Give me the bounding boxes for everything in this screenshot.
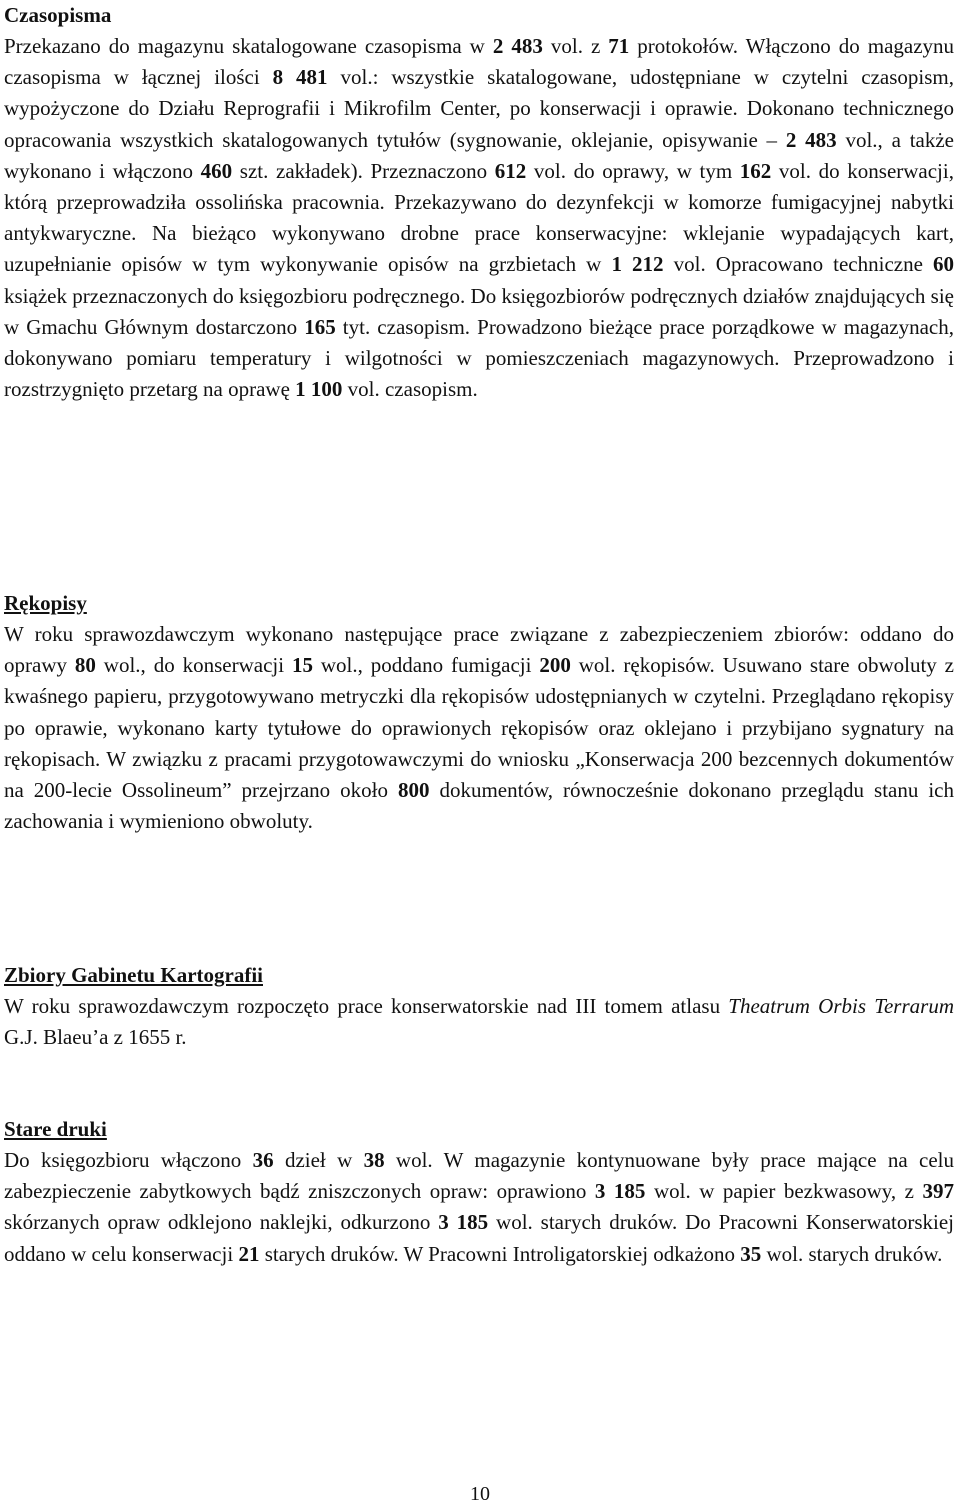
text-run: wol., poddano fumigacji bbox=[312, 653, 540, 678]
bold-number: 38 bbox=[363, 1148, 385, 1172]
bold-number: 35 bbox=[740, 1241, 762, 1266]
bold-number: 460 bbox=[200, 158, 233, 183]
bold-number: 60 bbox=[933, 252, 954, 277]
bold-number: 612 bbox=[494, 158, 527, 183]
text-run: dokumentów, równocześnie dokonano przeglądu stanu ich zachowania i wymieniono obwoluty. bbox=[4, 778, 954, 834]
text-run: wol. rękopisów. Usuwano stare obwoluty z kwaśnego papieru, przygotowywano metryczki dla rękopisów udostępnianych w czytelni. Przeglądano rękopisy po oprawie, wykonano karty tytułowe do oprawionych rękopisów oraz oklejano i przybijano sygnatury na rękopisach. W związku z pracami przygotowawczymi do wniosku „Konserwacja 200 bezcennych dokumentów na 200-lecie Ossolineum” przejrzano około bbox=[4, 653, 955, 803]
text-run: wol. W magazynie kontynuowane były prace mające na celu zabezpieczenie zabytkowych bądź zniszczonych opraw: oprawiono bbox=[4, 1148, 954, 1204]
text-run: protokołów. Włączono do magazynu czasopisma w łącznej ilości bbox=[4, 34, 955, 90]
bold-number: 162 bbox=[739, 158, 772, 183]
text-run: starych druków. W Pracowni Introligatorskiej odkażono bbox=[259, 1241, 741, 1266]
text-run: wol. starych druków. bbox=[761, 1241, 943, 1266]
bold-number: 2 483 bbox=[492, 34, 543, 58]
text-run: vol., a także wykonano i włączono bbox=[4, 127, 954, 183]
text-run: vol. do oprawy, w tym bbox=[526, 158, 740, 183]
section-kartografia bbox=[4, 960, 954, 1053]
bold-number: 200 bbox=[539, 653, 571, 678]
text-run: vol.: wszystkie skatalogowane, udostępniane w czytelni czasopism, wypożyczone do Działu Reprografii i Mikrofilm Center, po konserwacji i oprawie. Dokonano technicznego opracowania wszystkich skatalogowanych tytułów (sygnowanie, oklejanie, opisywanie – bbox=[4, 65, 954, 152]
bold-number: 397 bbox=[922, 1179, 955, 1204]
text-run: vol. Opracowano techniczne bbox=[663, 252, 933, 277]
section-paragraph-rekopisy bbox=[4, 619, 954, 837]
bold-number: 21 bbox=[238, 1241, 260, 1266]
text-run: wol. w papier bezkwasowy, z bbox=[645, 1179, 923, 1204]
section-heading-rekopisy: Rękopisy bbox=[4, 591, 87, 615]
section-paragraph-czasopisma bbox=[4, 31, 954, 405]
text-run: vol. z bbox=[542, 34, 609, 58]
text-run: tyt. czasopism. Prowadzono bieżące prace porządkowe w magazynach, dokonywano pomiaru temperatury i wilgotności w pomieszczeniach magazynowych. Przeprowadzono i rozstrzygnięto przetarg na oprawę bbox=[4, 314, 954, 402]
bold-number: 8 481 bbox=[272, 65, 328, 90]
bold-number: 80 bbox=[74, 653, 96, 678]
text-run: wol. starych druków. Do Pracowni Konserwatorskiej oddano w celu konserwacji bbox=[4, 1210, 955, 1266]
bold-number: 71 bbox=[608, 34, 630, 58]
bold-number: 15 bbox=[291, 653, 313, 678]
text-run: wol., do konserwacji bbox=[95, 653, 292, 678]
bold-number: 1 212 bbox=[611, 252, 664, 277]
section-heading-kartografia: Zbiory Gabinetu Kartografii bbox=[4, 963, 263, 987]
text-run: skórzanych opraw odklejono naklejki, odkurzono bbox=[4, 1210, 439, 1235]
text-run: książek przeznaczonych do księgozbioru podręcznego. Do księgozbiorów podręcznych działów znajdujących się w Gmachu Głównym dostarczono bbox=[4, 283, 954, 339]
bold-number: 800 bbox=[397, 778, 430, 803]
text-run: Przekazano do magazynu skatalogowane czasopisma w bbox=[4, 34, 493, 58]
section-rekopisy bbox=[4, 588, 954, 837]
section-stare-druki bbox=[4, 1114, 954, 1270]
bold-number: 36 bbox=[252, 1148, 274, 1172]
bold-number: 165 bbox=[304, 314, 336, 339]
page-number: 10 bbox=[470, 1483, 490, 1505]
section-heading-czasopisma: Czasopisma bbox=[4, 3, 112, 27]
bold-number: 3 185 bbox=[594, 1179, 646, 1204]
bold-number: 1 100 bbox=[295, 377, 343, 402]
section-paragraph-kartografia bbox=[4, 991, 954, 1053]
bold-number: 3 185 bbox=[438, 1210, 489, 1235]
italic-title: Theatrum Orbis Terrarum bbox=[728, 994, 954, 1018]
bold-number: 2 483 bbox=[785, 127, 837, 152]
text-run: W roku sprawozdawczym rozpoczęto prace konserwatorskie nad III tomem atlasu bbox=[4, 994, 729, 1018]
text-run: G.J. Blaeu’a z 1655 r. bbox=[4, 1025, 187, 1050]
text-run: vol. do konserwacji, którą przeprowadziła ossolińska pracownia. Przekazywano do dezynfekcji w komorze fumigacyjnej nabytki antykwaryczne. Na bieżąco wykonywano drobne prace konserwacyjne: wklejanie wypadających kart, uzupełnianie opisów w tym wykonywanie opisów na grzbietach w bbox=[4, 158, 954, 277]
text-run: szt. zakładek). Przeznaczono bbox=[232, 158, 495, 183]
section-czasopisma bbox=[4, 0, 954, 405]
text-run: dzieł w bbox=[273, 1148, 364, 1172]
text-run: Do księgozbioru włączono bbox=[4, 1148, 253, 1172]
section-paragraph-stare-druki bbox=[4, 1145, 954, 1270]
section-heading-stare-druki: Stare druki bbox=[4, 1117, 107, 1141]
text-run: W roku sprawozdawczym wykonano następujące prace związane z zabezpieczeniem zbiorów: oddano do oprawy bbox=[4, 622, 954, 678]
text-run: vol. czasopism. bbox=[342, 377, 478, 402]
